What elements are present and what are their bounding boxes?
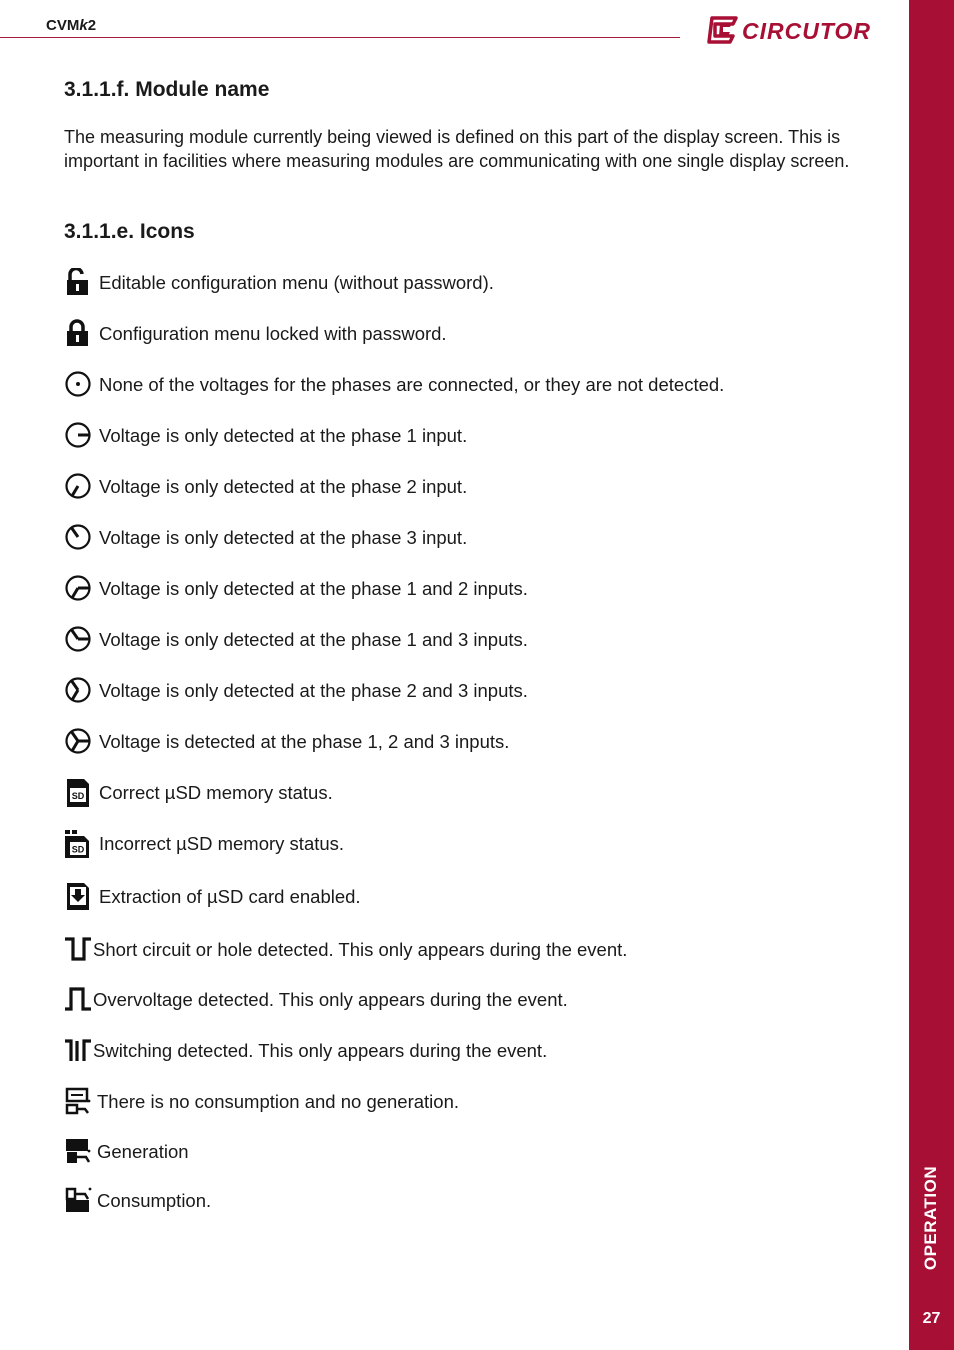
consumption-icon [64,1186,92,1214]
icon-description: Switching detected. This only appears during the event. [93,1040,548,1061]
phase-1-2-icon [64,574,92,602]
svg-text:SD: SD [71,844,85,855]
icon-description: Overvoltage detected. This only appears during the event. [93,989,568,1010]
page-number: 27 [922,1310,941,1327]
phase-2-icon [64,472,92,500]
section-sidebar [909,0,954,1350]
phase-1-icon [64,421,92,449]
icon-description: There is no consumption and no generation. [97,1091,460,1112]
overvoltage-icon [64,985,92,1013]
icon-description: Voltage is detected at the phase 1, 2 and 3 inputs. [99,731,510,752]
generation-icon [64,1137,92,1165]
module-name-paragraph: The measuring module currently being viewed is defined on this part of the display screen. This is important in facilities where measuring modules are communicating with one single display screen. [64,127,850,171]
sd-correct-icon [64,778,92,808]
icon-description: Consumption. [97,1190,212,1211]
document-model: CVMk2 [46,17,97,34]
svg-text:CIRCUTOR: CIRCUTOR [742,18,871,44]
circutor-logo [706,12,886,46]
sd-incorrect-icon [64,829,92,859]
icon-description: Generation [97,1141,189,1162]
phase-2-3-icon [64,676,92,704]
header-rule [0,37,680,38]
icon-description: Editable configuration menu (without password). [99,272,494,293]
icon-description: Voltage is only detected at the phase 1 and 2 inputs. [99,578,528,599]
icon-description: Configuration menu locked with password. [99,323,447,344]
icons-heading: 3.1.1.e. Icons [64,220,195,243]
phase-3-icon [64,523,92,551]
icon-description: Voltage is only detected at the phase 2 and 3 inputs. [99,680,528,701]
locked-padlock-icon [64,319,92,347]
sd-extraction-icon [64,882,92,912]
short-circuit-icon [64,935,92,963]
icon-description: None of the voltages for the phases are connected, or they are not detected. [99,374,725,395]
phase-1-3-icon [64,625,92,653]
icon-description: Voltage is only detected at the phase 1 and 3 inputs. [99,629,528,650]
icon-description: Voltage is only detected at the phase 2 input. [99,476,468,497]
icon-description: Extraction of µSD card enabled. [99,886,361,907]
icon-description: Incorrect µSD memory status. [99,833,345,854]
phase-none-icon [64,370,92,398]
svg-text:SD: SD [71,791,85,801]
phase-1-2-3-icon [64,727,92,755]
section-label: OPERATION [921,1165,940,1271]
icon-description: Voltage is only detected at the phase 3 input. [99,527,468,548]
icon-description: Correct µSD memory status. [99,782,333,803]
icon-description: Voltage is only detected at the phase 1 input. [99,425,468,446]
switching-icon [64,1036,92,1064]
module-name-heading: 3.1.1.f. Module name [64,78,270,101]
unlocked-padlock-icon [64,268,92,296]
icon-description: Short circuit or hole detected. This only appears during the event. [93,939,628,960]
no-flow-icon [64,1087,92,1115]
